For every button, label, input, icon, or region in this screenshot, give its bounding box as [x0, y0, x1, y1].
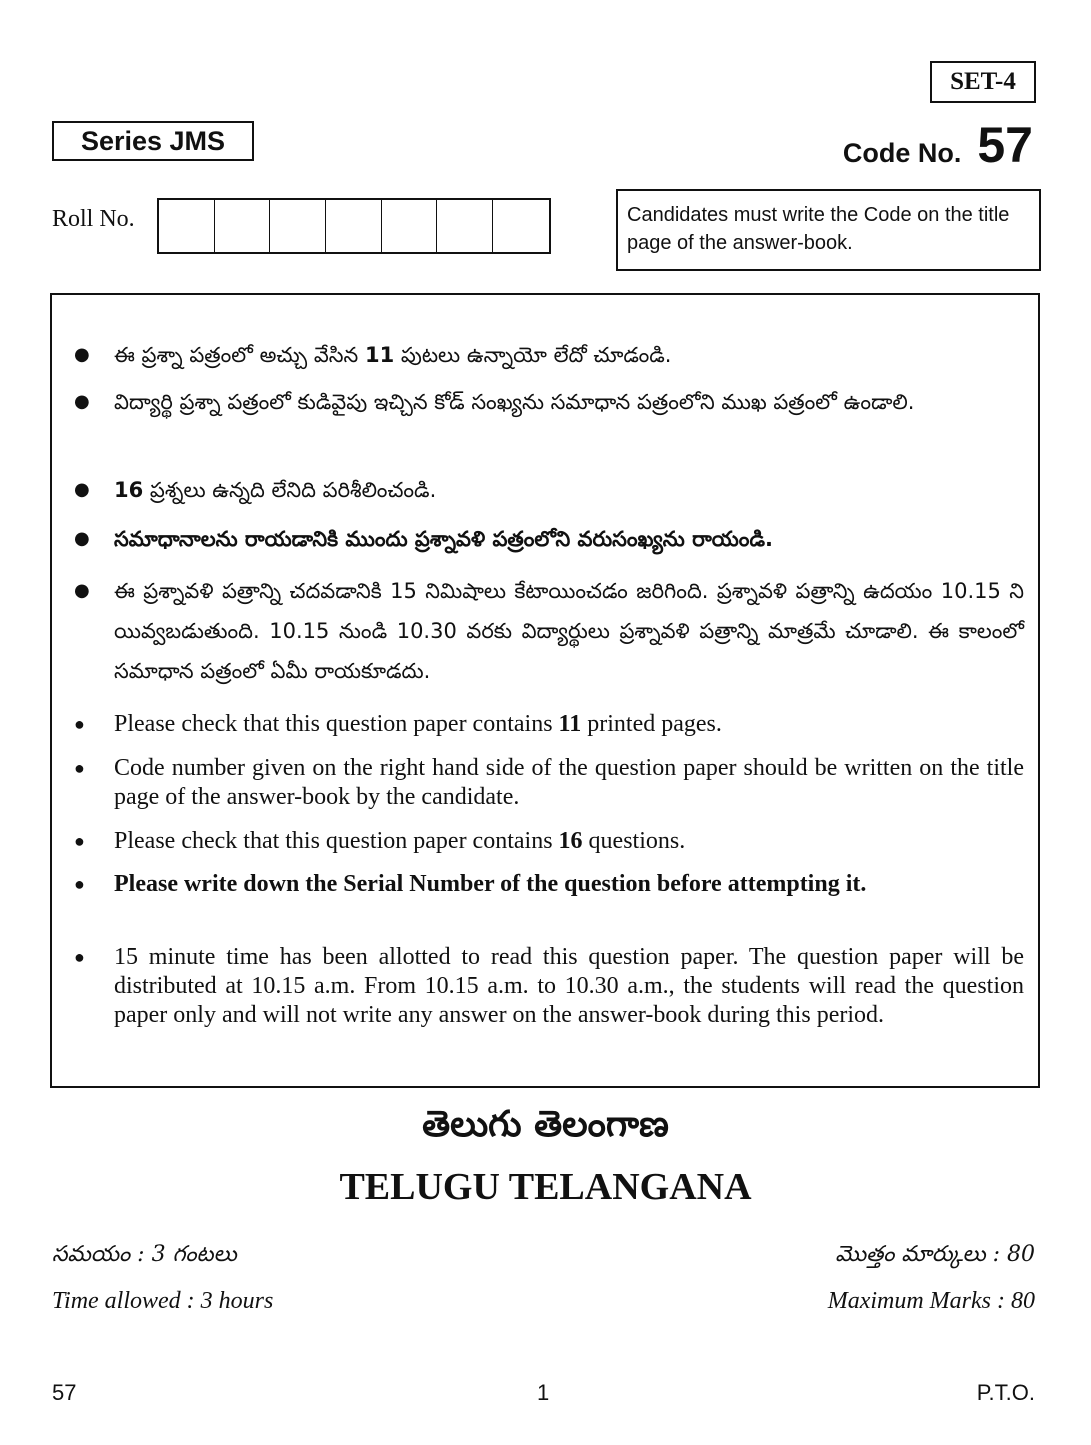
- code-label: Code No.: [842, 138, 962, 168]
- roll-number-cell[interactable]: [215, 200, 271, 252]
- candidate-note: Candidates must write the Code on the title page of the answer-book.: [616, 189, 1041, 271]
- instructions-box: [50, 293, 1040, 1088]
- subject-title-english: TELUGU TELANGANA: [339, 1166, 752, 1208]
- roll-number-cell[interactable]: [437, 200, 493, 252]
- instruction-en-2: ● Code number given on the right hand side of the question paper should be written on the title page of the answer-book by the candidate.: [74, 755, 1024, 810]
- code-number: [843, 116, 1033, 174]
- series-label: Series JMS: [52, 121, 254, 161]
- instruction-en-1: ● Please check that this question paper contains 11 printed pages.: [74, 711, 722, 737]
- subject-title-telugu: తెలుగు తెలంగాణ: [422, 1104, 669, 1145]
- time-allowed: Time allowed : 3 hours: [52, 1288, 274, 1314]
- max-marks-telugu: మొత్తం మార్కులు : 80: [835, 1242, 1035, 1267]
- pto-label: P.T.O.: [976, 1380, 1035, 1405]
- roll-number-label: Roll No.: [52, 206, 135, 232]
- roll-number-cell[interactable]: [382, 200, 438, 252]
- instruction-te-5: ● ఈ ప్రశ్నావళి పత్రాన్ని చదవడానికి 15 నిమిషాలు కేటాయించడం జరిగింది. ప్రశ్నావళి పత్రాన్ని ఉదయం 10.15 ని యివ్వబడుతుంది. 10.15 నుండి 10.30 వరకు విద్యార్థులు ప్రశ్నావళి పత్రాన్ని మాత్రమే చూడాలి. ఈ కాలంలో సమాధాన పత్రంలో ఏమీ రాయకూడదు.: [74, 579, 1024, 683]
- instruction-te-1: ● ఈ ప్రశ్నా పత్రంలో అచ్చు వేసిన 11 పుటలు ఉన్నాయో లేదో చూడండి.: [74, 343, 672, 367]
- instruction-te-4: ● సమాధానాలను రాయడానికి ముందు ప్రశ్నావళి పత్రంలోని వరుసంఖ్యను రాయండి.: [74, 527, 773, 551]
- set-label: SET-4: [930, 61, 1036, 103]
- page-number: 1: [537, 1380, 550, 1405]
- roll-number-cell[interactable]: [493, 200, 549, 252]
- roll-number-cell[interactable]: [270, 200, 326, 252]
- max-marks: Maximum Marks : 80: [827, 1288, 1035, 1314]
- roll-number-cell[interactable]: [159, 200, 215, 252]
- instruction-en-3: ● Please check that this question paper contains 16 questions.: [74, 828, 686, 854]
- instruction-en-5: ● 15 minute time has been allotted to read this question paper. The question paper will be distributed at 10.15 a.m. From 10.15 a.m. to 10.30 a.m., the students will read the question paper only and will not write any answer on the answer-book during this period.: [74, 944, 1024, 1028]
- instruction-te-3: ● 16 ప్రశ్నలు ఉన్నది లేనిది పరిశీలించండి.: [74, 478, 437, 502]
- instruction-te-2: ● విద్యార్థి ప్రశ్నా పత్రంలో కుడివైపు ఇచ్చిన కోడ్ సంఖ్యను సమాధాన పత్రంలోని ముఖ పత్రంలో ఉండాలి.: [74, 390, 915, 414]
- roll-number-cell[interactable]: [326, 200, 382, 252]
- code-value: 57: [977, 117, 1033, 173]
- instruction-en-4: ● Please write down the Serial Number of the question before attempting it.: [74, 871, 867, 897]
- roll-number-boxes[interactable]: [157, 198, 551, 254]
- footer-code: 57: [52, 1380, 77, 1405]
- time-allowed-telugu: సమయం : 3 గంటలు: [52, 1242, 237, 1267]
